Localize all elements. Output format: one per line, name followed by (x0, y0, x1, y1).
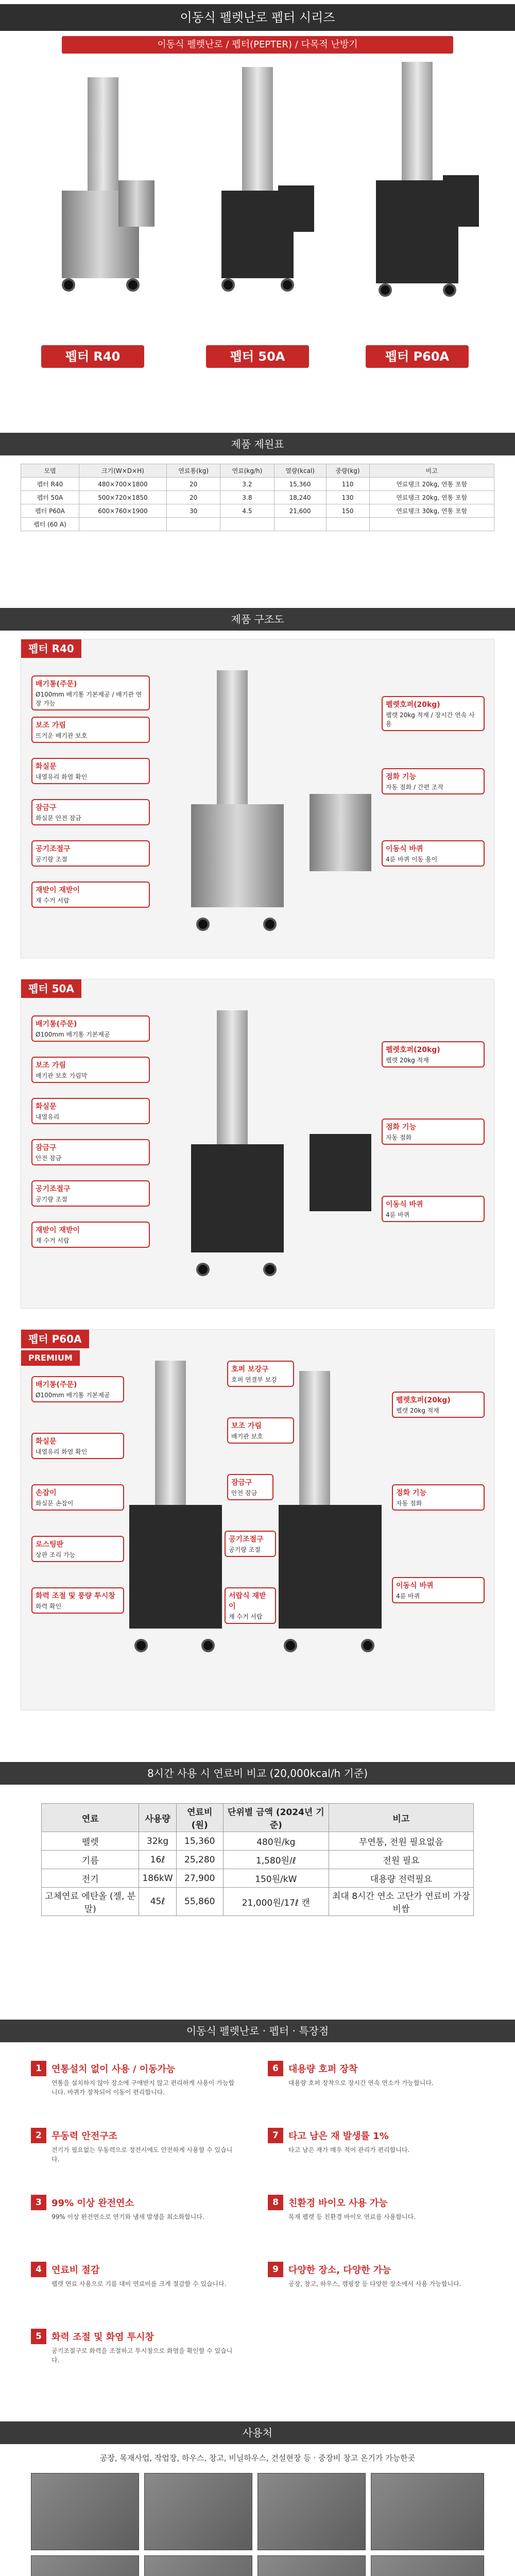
wheel (284, 1639, 297, 1652)
usage-photo (371, 2473, 484, 2550)
table-header-cell: 비고 (369, 464, 494, 478)
table-cell: 500×720×1850 (79, 491, 166, 504)
wheel (134, 1639, 148, 1652)
table-cell: 25,280 (176, 1851, 223, 1869)
table-header-cell: 사용량 (139, 1804, 176, 1832)
feature-item: 3 99% 이상 완전연소 99% 이상 완전연소로 연기와 냄새 발생을 최소화합니다. (31, 2195, 237, 2257)
table-row (21, 491, 494, 504)
feature-item: 7 타고 남은 재 발생률 1% 타고 남은 재가 매우 적어 관리가 편리합니다. (268, 2128, 474, 2190)
table-cell (220, 518, 274, 531)
callout: 잠금구 화실문 안전 잠금 (31, 799, 150, 825)
feature-item: 8 친환경 바이오 사용 가능 목재 펠렛 등 친환경 바이오 연료를 사용합니다. (268, 2195, 474, 2257)
table-cell: 3.2 (220, 478, 274, 491)
table-row (42, 1851, 474, 1869)
wheel (126, 278, 140, 292)
table-cell: 20 (167, 491, 220, 504)
table-header-cell: 비고 (329, 1804, 473, 1832)
exhaust-pipe (217, 670, 248, 804)
table-header-cell: 열량(kcal) (274, 464, 326, 478)
wheel (196, 918, 210, 931)
callout: 배기통(주문) Ø100mm 배기통 기본제공 / 배기관 연장 가능 (31, 675, 150, 710)
callout: 잠금구 안전 잠금 (227, 1474, 273, 1500)
table-cell: 32kg (139, 1832, 176, 1851)
table-row (21, 504, 494, 518)
table-cell: 3.8 (220, 491, 274, 504)
table-cell: 130 (326, 491, 369, 504)
structure-panel-p60a (21, 1329, 494, 1710)
page-title: 이동식 펠렛난로 펩터 시리즈 (0, 4, 515, 31)
wheel (62, 278, 75, 292)
wheel (263, 1263, 277, 1276)
product-r40 (31, 62, 165, 330)
table-cell: 전기 (42, 1869, 139, 1888)
table-header-cell: 연료비(원) (176, 1804, 223, 1832)
table-cell: 480원/kg (223, 1832, 329, 1851)
callout: 손잡이 화실문 손잡이 (31, 1484, 124, 1511)
callout: 재받이 재받이 재 수거 서랍 (31, 1222, 150, 1248)
table-header-cell: 크기(W×D×H) (79, 464, 166, 478)
table-cell: 15,360 (176, 1832, 223, 1851)
callout: 펠렛호퍼(20kg) 펠렛 20kg 적재 / 장시간 연속 사용 (382, 696, 485, 731)
wheel (379, 283, 392, 297)
table-header-cell: 연료통(kg) (167, 464, 220, 478)
hopper (443, 175, 479, 227)
wheel (263, 918, 277, 931)
panel-tag: 펩터 50A (21, 979, 81, 998)
table-cell: 16ℓ (139, 1851, 176, 1869)
table-cell: 고체연료 에탄올 (젤, 분말) (42, 1888, 139, 1916)
table-cell: 전원 필요 (329, 1851, 473, 1869)
callout: 화실문 내열유리 화염 확인 (31, 758, 150, 784)
callout: 점화 기능 자동 점화 (382, 1118, 485, 1145)
product-50a (191, 62, 324, 330)
panel-subtag: PREMIUM (21, 1350, 80, 1366)
hopper (310, 1134, 371, 1211)
wheel (443, 283, 456, 297)
table-cell (326, 518, 369, 531)
usage-photo (258, 2555, 366, 2576)
table-cell: 150원/kW (223, 1869, 329, 1888)
panel-tag: 펩터 P60A (21, 1330, 89, 1348)
product-label-p60a: 펩터 P60A (366, 345, 469, 368)
stove-body (129, 1505, 222, 1629)
feature-item: 9 다양한 장소, 다양한 가능 공장, 창고, 하우스, 캠핑장 등 다양한 장소에서 사용 가능합니다. (268, 2262, 474, 2324)
table-cell (79, 518, 166, 531)
table-cell: 21,600 (274, 504, 326, 518)
stove-body (279, 1505, 382, 1629)
features-title: 이동식 펠렛난로 · 펩터 · 특장점 (0, 2020, 515, 2042)
table-cell: 연료탱크 20kg, 연통 포함 (369, 478, 494, 491)
table-header-cell: 모델 (21, 464, 79, 478)
callout: 공기조절구 공기량 조절 (225, 1531, 276, 1557)
table-header-cell: 중량(kg) (326, 464, 369, 478)
table-cell: 펩터 (60 A) (21, 518, 79, 531)
callout: 화실문 내열유리 (31, 1098, 150, 1124)
stove-body (191, 804, 284, 907)
wheel (281, 278, 294, 292)
callout: 점화 기능 자동 점화 (392, 1484, 485, 1511)
table-cell: 600×760×1900 (79, 504, 166, 518)
callout: 로스팅판 상판 조리 가능 (31, 1536, 124, 1562)
table-cell: 45ℓ (139, 1888, 176, 1916)
fuel-compare-title: 8시간 사용 시 연료비 비교 (20,000kcal/h 기준) (0, 1762, 515, 1785)
table-cell: 펩터 P60A (21, 504, 79, 518)
table-cell: 연료탱크 30kg, 연통 포함 (369, 504, 494, 518)
table-cell: 55,860 (176, 1888, 223, 1916)
callout: 보조 가림 배기관 보호 (227, 1417, 294, 1444)
table-header-row (21, 464, 494, 478)
table-cell (369, 518, 494, 531)
table-cell: 1,580원/ℓ (223, 1851, 329, 1869)
exhaust-pipe (299, 1371, 330, 1505)
usage-photo (31, 2555, 139, 2576)
usage-photo (144, 2555, 252, 2576)
product-label-r40: 펩터 R40 (41, 345, 144, 368)
table-row (21, 518, 494, 531)
callout: 배기통(주문) Ø100mm 배기통 기본제공 (31, 1376, 124, 1402)
table-cell: 펩터 50A (21, 491, 79, 504)
callout: 펠렛호퍼(20kg) 펠렛 20kg 적재 (392, 1392, 485, 1418)
usage-photo (144, 2473, 252, 2550)
product-label-50a: 펩터 50A (206, 345, 309, 368)
exhaust-pipe (217, 1010, 248, 1144)
callout: 서랍식 재받이 재 수거 서랍 (225, 1587, 276, 1624)
table-cell: 펩터 R40 (21, 478, 79, 491)
table-cell (167, 518, 220, 531)
callout: 공기조절구 공기량 조절 (31, 840, 150, 867)
callout: 화력 조절 및 풍량 투시창 화력 확인 (31, 1587, 124, 1614)
table-cell: 무연통, 전원 필요없음 (329, 1832, 473, 1851)
table-cell: 30 (167, 504, 220, 518)
table-cell: 20 (167, 478, 220, 491)
table-cell: 150 (326, 504, 369, 518)
feature-item: 2 무동력 안전구조 전기가 필요없는 무동력으로 정전시에도 안전하게 사용할 수 있습니다. (31, 2128, 237, 2190)
table-row (21, 478, 494, 491)
table-cell: 기름 (42, 1851, 139, 1869)
stove-body (191, 1144, 284, 1252)
panel-tag: 펩터 R40 (21, 639, 81, 658)
table-cell: 18,240 (274, 491, 326, 504)
table-row (42, 1888, 474, 1916)
feature-item: 6 대용량 호퍼 장착 대용량 호퍼 장착으로 장시간 연속 연소가 가능합니다. (268, 2061, 474, 2123)
table-cell: 186kW (139, 1869, 176, 1888)
callout: 점화 기능 자동 점화 / 간편 조작 (382, 768, 485, 794)
table-cell: 27,900 (176, 1869, 223, 1888)
table-cell: 펠렛 (42, 1832, 139, 1851)
callout: 펠렛호퍼(20kg) 펠렛 20kg 적재 (382, 1041, 485, 1067)
structure-panel-50a (21, 979, 494, 1309)
table-cell: 21,000원/17ℓ 캔 (223, 1888, 329, 1916)
structure-panel-r40 (21, 639, 494, 958)
table-cell: 대용량 전력필요 (329, 1869, 473, 1888)
structure-section-title: 제품 구조도 (0, 608, 515, 631)
fuel-compare-table (41, 1803, 474, 1916)
feature-item: 1 연통설치 없이 사용 / 이동가능 연통을 설치하지 않아 장소에 구애받지 않고 편리하게 사용이 가능합니다. 바퀴가 장착되어 이동이 편리합니다. (31, 2061, 237, 2123)
feature-item: 4 연료비 절감 펠렛 연료 사용으로 기름 대비 연료비를 크게 절감할 수 있습니다. (31, 2262, 237, 2324)
spec-section-title: 제품 제원표 (0, 433, 515, 455)
page-subtitle: 이동식 펠렛난로 / 펩터(PEPTER) / 다목적 난방기 (62, 36, 453, 54)
table-header-cell: 단위별 금액 (2024년 기준) (223, 1804, 329, 1832)
table-cell: 15,360 (274, 478, 326, 491)
table-header-cell: 연료(kg/h) (220, 464, 274, 478)
table-row (42, 1832, 474, 1851)
table-cell: 최대 8시간 연소 고단가 연료비 가장 비쌈 (329, 1888, 473, 1916)
wheel (221, 278, 235, 292)
callout: 보조 가림 뜨거운 배기관 보호 (31, 717, 150, 743)
table-cell: 480×700×1800 (79, 478, 166, 491)
callout: 배기통(주문) Ø100mm 배기통 기본제공 (31, 1015, 150, 1042)
exhaust-pipe (402, 62, 433, 180)
hopper (278, 185, 314, 232)
callout: 공기조절구 공기량 조절 (31, 1180, 150, 1207)
exhaust-pipe (155, 1361, 186, 1505)
table-row (42, 1869, 474, 1888)
callout: 이동식 바퀴 4륜 바퀴 (392, 1577, 485, 1603)
callout: 화실문 내열유리 화염 확인 (31, 1433, 124, 1459)
table-cell: 4.5 (220, 504, 274, 518)
callout: 잠금구 안전 잠금 (31, 1139, 150, 1165)
wheel (196, 1263, 210, 1276)
exhaust-pipe (242, 67, 273, 191)
table-cell (274, 518, 326, 531)
usage-photo (31, 2473, 139, 2550)
table-cell: 연료탱크 20kg, 연통 포함 (369, 491, 494, 504)
product-p60a (350, 62, 484, 330)
spec-table (21, 464, 494, 531)
wheel (361, 1639, 374, 1652)
callout: 이동식 바퀴 4륜 바퀴 이동 용이 (382, 840, 485, 867)
callout: 재받이 재받이 재 수거 서랍 (31, 882, 150, 908)
usage-caption: 공장, 목재사업, 작업장, 하우스, 창고, 비닐하우스, 건설현장 등 · 중장비 창고 온기가 가능한곳 (99, 2453, 416, 2463)
hopper (118, 180, 154, 227)
table-header-cell: 연료 (42, 1804, 139, 1832)
usage-title: 사용처 (0, 2421, 515, 2444)
callout: 보조 가림 배기관 보호 가림막 (31, 1057, 150, 1083)
usage-photo (371, 2555, 484, 2576)
exhaust-pipe (88, 77, 118, 191)
usage-photo (258, 2473, 366, 2550)
wheel (201, 1639, 215, 1652)
callout: 호퍼 보강구 호퍼 연결부 보강 (227, 1361, 294, 1387)
table-header-row (42, 1804, 474, 1832)
table-cell: 110 (326, 478, 369, 491)
feature-item: 5 화력 조절 및 화염 투시창 공기조절구로 화력을 조절하고 투시창으로 화염을 확인할 수 있습니다. (31, 2329, 237, 2391)
hopper (310, 794, 371, 871)
callout: 이동식 바퀴 4륜 바퀴 (382, 1196, 485, 1222)
